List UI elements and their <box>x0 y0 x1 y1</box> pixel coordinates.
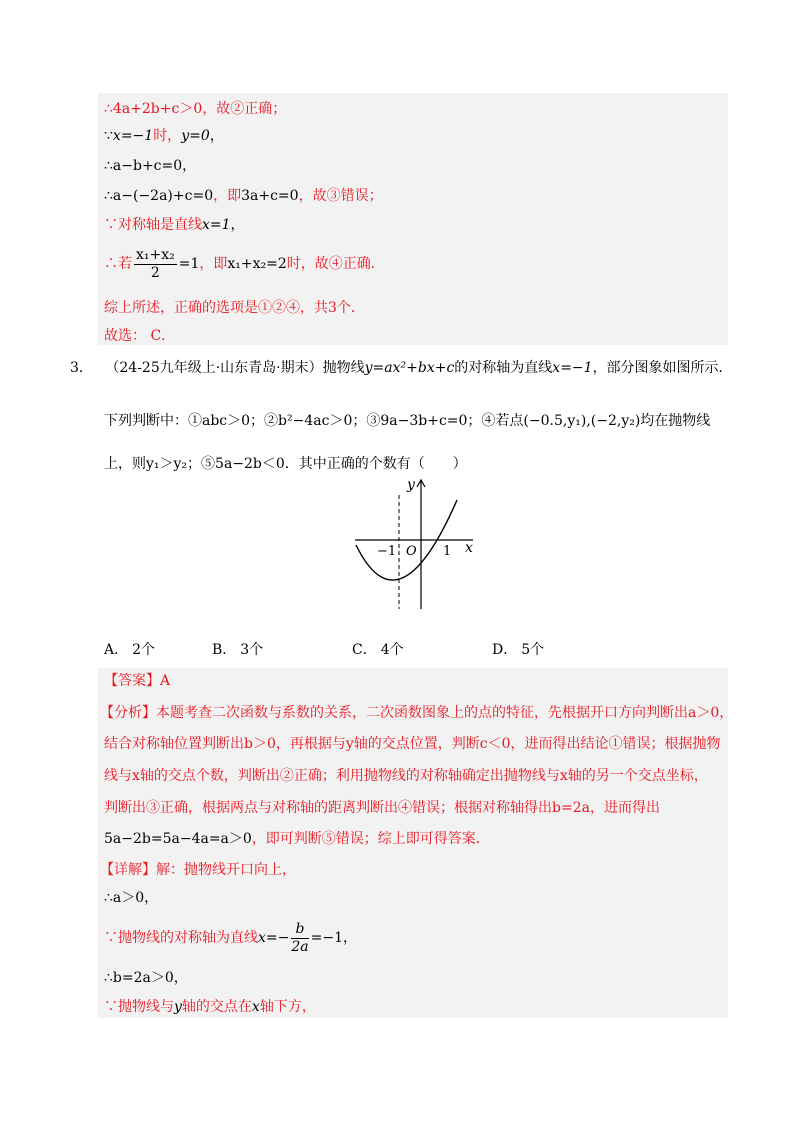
origin-label: O <box>406 544 417 559</box>
answer-line <box>104 671 170 691</box>
solution-line-2: ∵x=−1时，y=0， <box>104 128 224 144</box>
parabola-graph <box>345 475 485 611</box>
detail-line-2: ∴a＞0， <box>104 890 159 906</box>
question-source: （24-25九年级上·山东青岛·期末） <box>105 360 323 376</box>
solution-summary: 综上所述，正确的选项是①②④，共3个． <box>104 300 365 316</box>
detail-line-3: ∵抛物线的对称轴为直线x=− $\frac{b}{2a}$ =−1， <box>104 920 357 955</box>
solution-line-1: ∴4a+2b+c＞0，故②正确； <box>104 101 287 117</box>
solution-choice: 故选： C． <box>104 328 176 344</box>
y-axis-label: y <box>407 477 415 493</box>
question-number: 3． <box>70 360 93 376</box>
analysis-line-1: 【分析】本题考查二次函数与系数的关系，二次函数图象上的点的特征，先根据开口方向判断出a＞0， <box>100 705 734 721</box>
question-judgements: 下列判断中：①abc＞0；②b²−4ac＞0；③9a−3b+c=0；④若点(−0.5,y₁),(−2,y₂)均在抛物线 <box>104 413 711 429</box>
option-d[interactable]: D． 5个 <box>492 642 545 658</box>
fraction-x1-x2: $\frac{\text{x₁+x₂}}{2}$ <box>136 246 175 281</box>
analysis-line-4: 判断出③正确，根据两点与对称轴的距离判断出④错误；根据对称轴得出b=2a，进而得出 <box>104 800 660 816</box>
question-judgements-2: 上，则y₁＞y₂；⑤5a−2b＜0．其中正确的个数有（ ） <box>104 456 467 472</box>
detail-line-1: 【详解】解：抛物线开口向上， <box>100 862 296 878</box>
solution-line-6: ∴若 $\frac{\text{x₁+x₂}}{2}$ =1，即x₁+x₂=2时，故④正确． <box>104 246 385 281</box>
x-axis-label: x <box>465 540 473 556</box>
answer-tag: 【答案】 <box>104 673 160 689</box>
analysis-tag: 【分析】 <box>100 705 156 721</box>
fraction-b-2a: $\frac{b}{2a}$ <box>291 920 309 955</box>
tick-label-neg1: −1 <box>377 544 397 559</box>
parabola-equation: y=ax²+bx+c <box>364 360 455 376</box>
detail-line-4: ∴b=2a＞0， <box>104 970 188 986</box>
tick-label-1: 1 <box>443 544 452 559</box>
detail-tag: 【详解】 <box>100 862 156 878</box>
solution-line-4: ∴a−(−2a)+c=0，即3a+c=0，故③错误； <box>104 188 383 204</box>
analysis-line-3: 线与x轴的交点个数，判断出②正确；利用抛物线的对称轴确定出抛物线与x轴的另一个交点坐标， <box>104 768 708 784</box>
analysis-line-5: 5a−2b=5a−4a=a＞0，即可判断⑤错误；综上即可得答案． <box>104 831 490 847</box>
solution-line-5: ∵对称轴是直线x=1， <box>104 217 245 233</box>
answer-value: A <box>160 673 171 689</box>
analysis-line-2: 结合对称轴位置判断出b＞0，再根据与y轴的交点位置，判断c＜0，进而得出结论①错误；根据抛物 <box>104 736 721 752</box>
option-a[interactable]: A． 2个 <box>104 642 156 658</box>
question-line-1: 3． （24-25九年级上·山东青岛·期末）抛物线y=ax²+bx+c的对称轴为直线x=−1，部分图象如图所示． <box>70 360 733 376</box>
option-b[interactable]: B． 3个 <box>212 642 264 658</box>
solution-line-3: ∴a−b+c=0， <box>104 158 197 174</box>
detail-line-5: ∵抛物线与y轴的交点在x轴下方， <box>104 999 316 1015</box>
option-c[interactable]: C． 4个 <box>352 642 404 658</box>
